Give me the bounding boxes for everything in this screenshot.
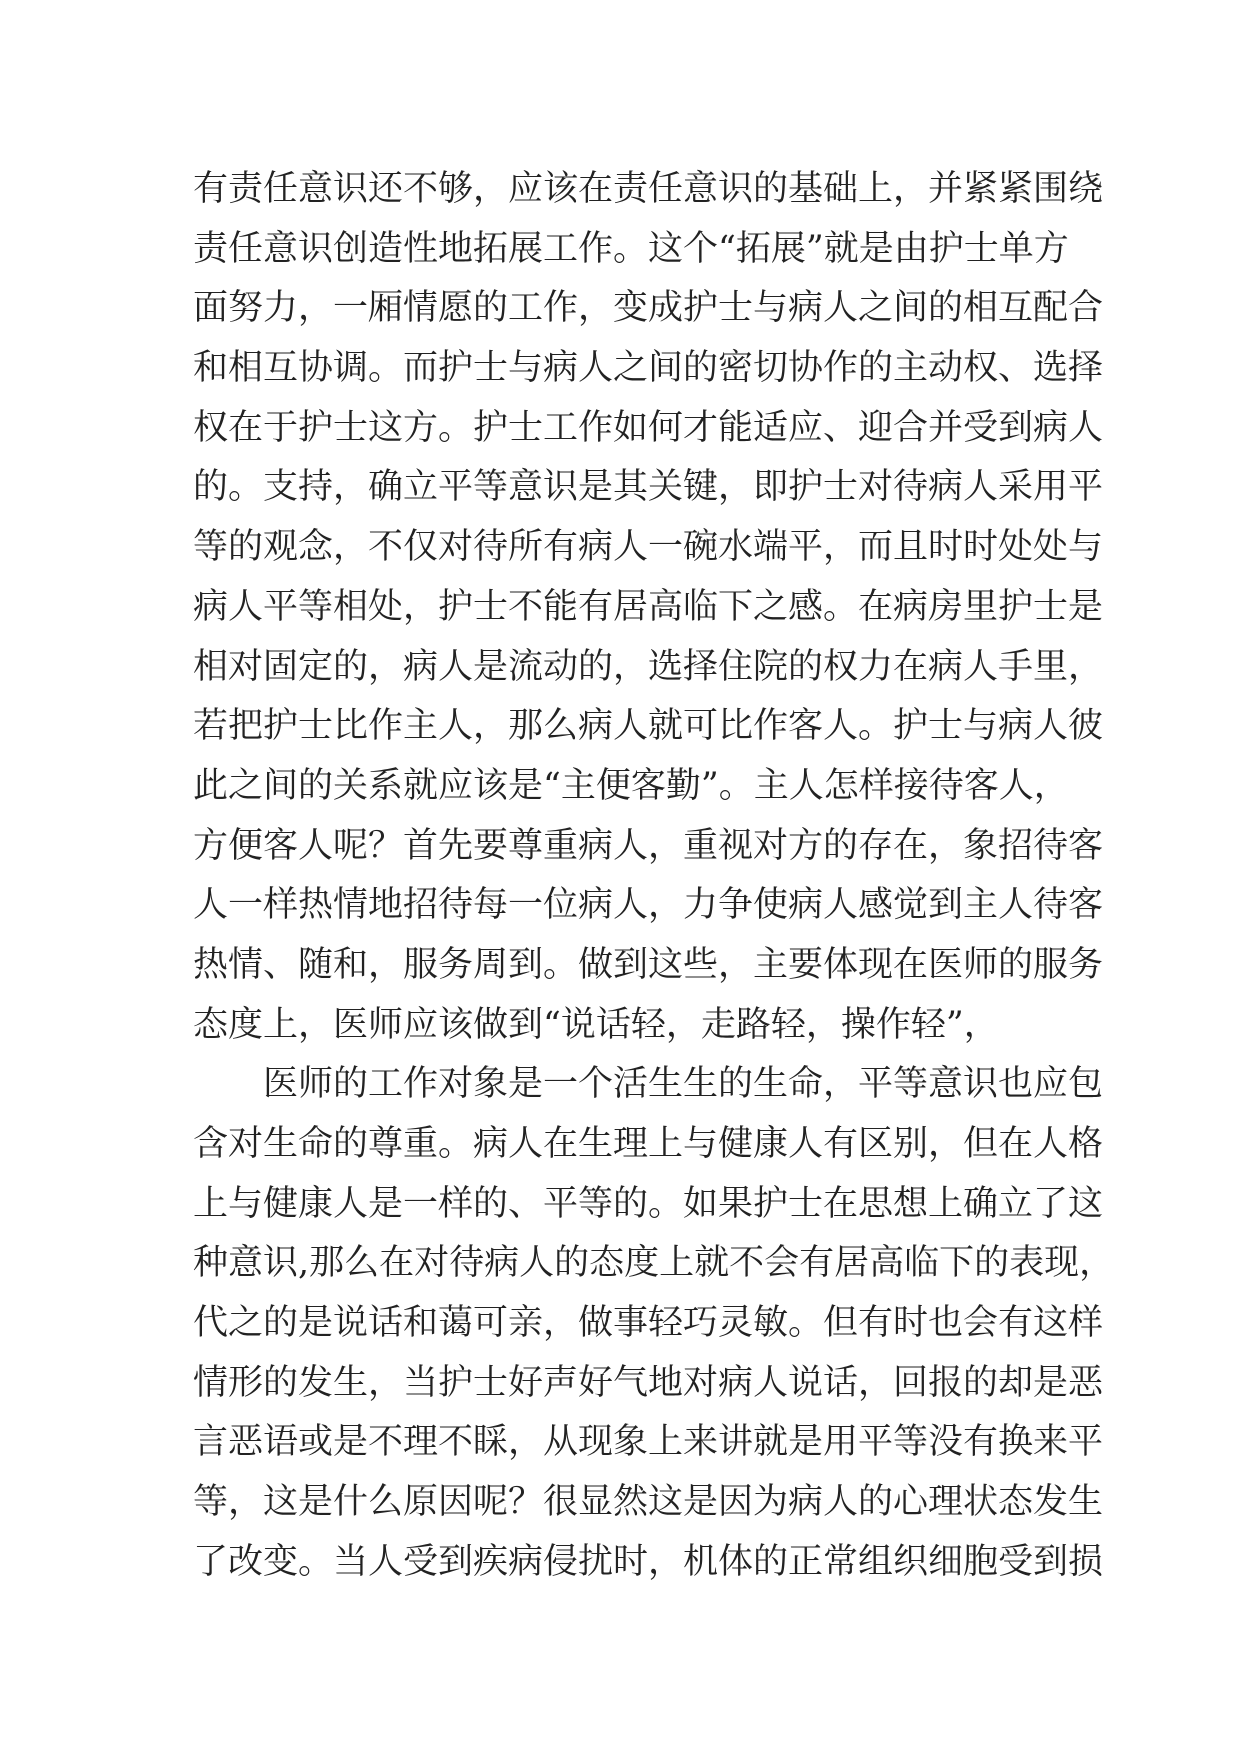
text-line: 的。支持，确立平等意识是其关键，即护士对待病人采用平 [193,467,1104,508]
text-line: 病人平等相处，护士不能有居高临下之感。在病房里护士是 [193,586,1104,627]
text-line: 等的观念，不仅对待所有病人一碗水端平，而且时时处处与 [193,527,1104,568]
body-text [193,160,1115,1593]
text-line: 言恶语或是不理不睬，从现象上来讲就是用平等没有换来平 [193,1422,1104,1463]
text-line: 相对固定的，病人是流动的，选择住院的权力在病人手里， [193,646,1104,687]
text-line: 方便客人呢？首先要尊重病人，重视对方的存在，象招待客 [193,825,1104,866]
text-line: 上与健康人是一样的、平等的。如果护士在思想上确立了这 [193,1183,1104,1224]
text-line: 若把护士比作主人，那么病人就可比作客人。护士与病人彼 [193,706,1104,747]
paragraph-1 [193,160,1104,1055]
text-line: 权在于护士这方。护士工作如何才能适应、迎合并受到病人 [193,407,1104,448]
text-line: 等，这是什么原因呢？很显然这是因为病人的心理状态发生 [193,1482,1104,1523]
text-line: 代之的是说话和蔼可亲，做事轻巧灵敏。但有时也会有这样 [193,1303,1104,1344]
text-line: 含对生命的尊重。病人在生理上与健康人有区别，但在人格 [193,1124,1104,1164]
text-line: 有责任意识还不够，应该在责任意识的基础上，并紧紧围绕 [193,169,1104,209]
text-line: 此之间的关系就应该是“主便客勤”。主人怎样接待客人， [193,765,1069,806]
text-line-indented: 医师的工作对象是一个活生生的生命，平等意识也应包 [263,1064,1104,1105]
text-line: 态度上，医师应该做到“说话轻，走路轻，操作轻”， [193,1004,999,1045]
paragraph-2 [193,1055,1115,1592]
text-line: 种意识,那么在对待病人的态度上就不会有居高临下的表现， [193,1243,1115,1284]
text-line: 责任意识创造性地拓展工作。这个“拓展”就是由护士单方 [193,228,1069,269]
text-line: 人一样热情地招待每一位病人，力争使病人感觉到主人待客 [193,885,1104,926]
text-line: 热情、随和，服务周到。做到这些，主要体现在医师的服务 [193,944,1104,985]
text-line: 情形的发生，当护士好声好气地对病人说话，回报的却是恶 [193,1362,1104,1403]
text-line: 面努力，一厢情愿的工作，变成护士与病人之间的相互配合 [193,288,1104,329]
text-line: 和相互协调。而护士与病人之间的密切协作的主动权、选择 [193,348,1104,389]
text-line: 了改变。当人受到疾病侵扰时，机体的正常组织细胞受到损 [193,1541,1104,1582]
